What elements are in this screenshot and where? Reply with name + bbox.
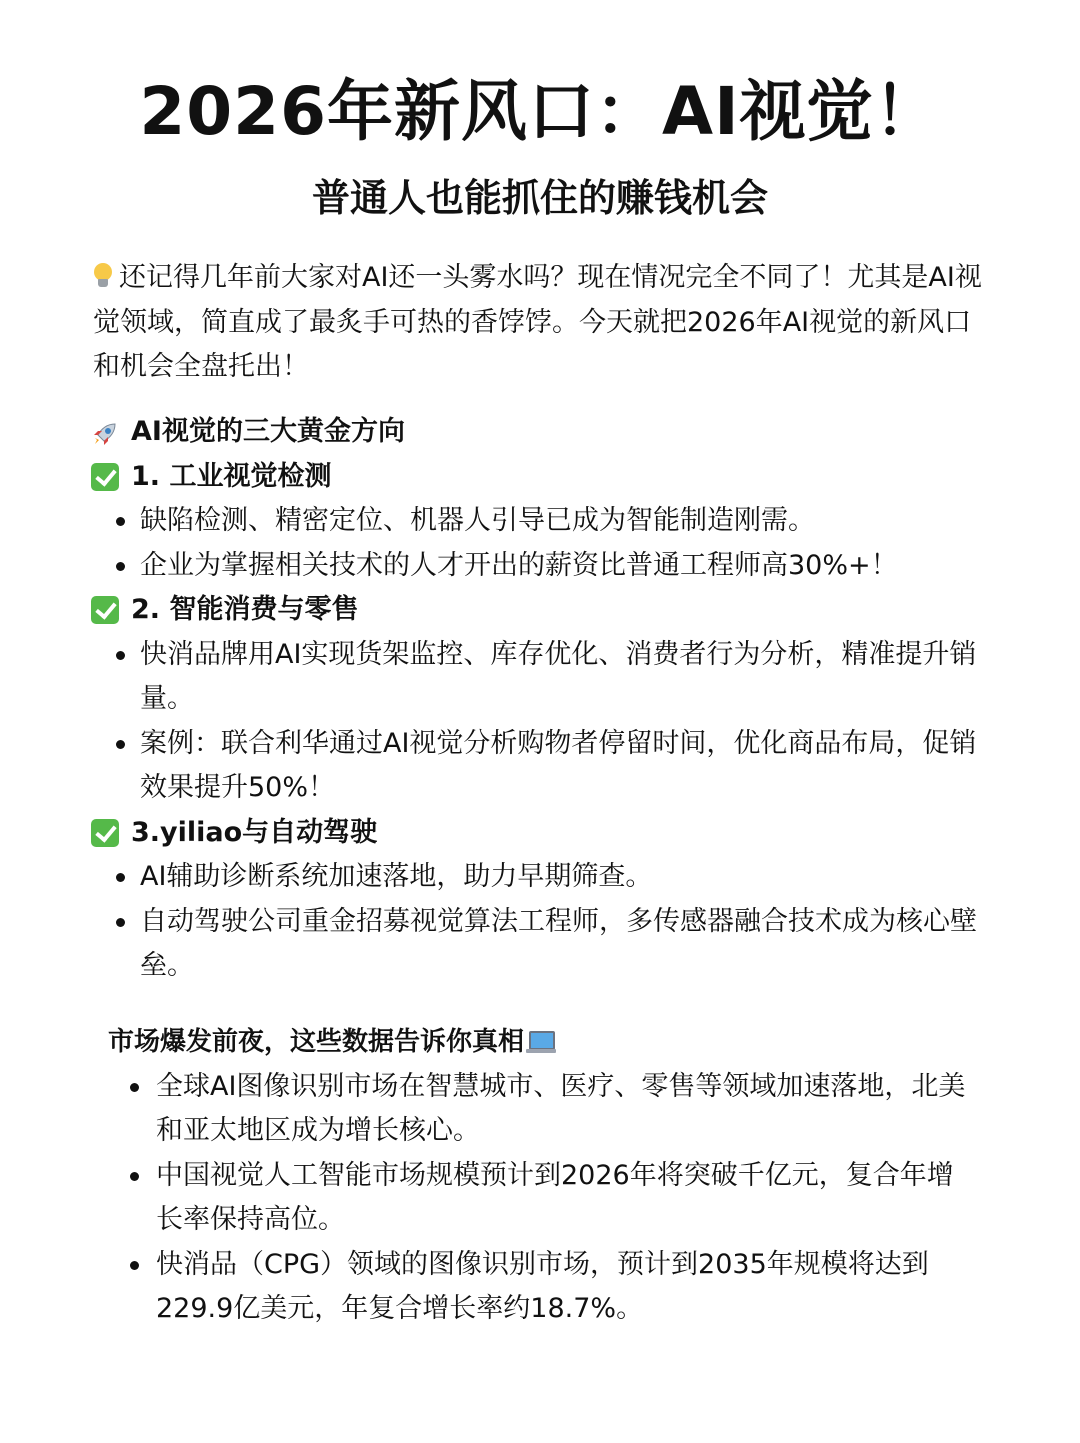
- medical-bullet-list: [91, 855, 991, 989]
- rocket-icon: [91, 418, 119, 446]
- directions-heading: [91, 410, 991, 455]
- market-heading-text: 市场爆发前夜，这些数据告诉你真相: [108, 1027, 525, 1057]
- section-heading-medical-autodrive: [91, 811, 991, 856]
- check-mark-icon: [91, 819, 119, 847]
- list-item: 自动驾驶公司重金招募视觉算法工程师，多传感器融合技术成为核心壁垒。: [91, 900, 991, 989]
- section-heading-text: 2. 智能消费与零售: [131, 594, 359, 625]
- list-item: AI辅助诊断系统加速落地，助力早期筛查。: [91, 855, 991, 900]
- check-mark-icon: [91, 463, 119, 491]
- list-item: 案例：联合利华通过AI视觉分析购物者停留时间，优化商品布局，促销效果提升50%！: [91, 722, 991, 811]
- list-item: 企业为掌握相关技术的人才开出的薪资比普通工程师高30%+！: [91, 544, 991, 589]
- industrial-bullet-list: [91, 499, 991, 588]
- laptop-icon: [526, 1030, 556, 1054]
- section-heading-text: 1. 工业视觉检测: [131, 460, 332, 492]
- market-section: [108, 1020, 978, 1332]
- intro-paragraph: [93, 256, 983, 390]
- section-heading-retail: [91, 588, 991, 633]
- list-item: 中国视觉人工智能市场规模预计到2026年将突破千亿元，复合年增长率保持高位。: [108, 1154, 978, 1243]
- section-heading-industrial: [91, 455, 991, 500]
- list-item: 快消品（CPG）领域的图像识别市场，预计到2035年规模将达到229.9亿美元，年复合增长率约18.7%。: [108, 1243, 978, 1332]
- section-heading-text: 3.yiliao与自动驾驶: [131, 816, 378, 848]
- list-item: 缺陷检测、精密定位、机器人引导已成为智能制造刚需。: [91, 499, 991, 544]
- market-heading: [108, 1020, 978, 1065]
- list-item: 快消品牌用AI实现货架监控、库存优化、消费者行为分析，精准提升销量。: [91, 633, 991, 722]
- lightbulb-icon: [93, 263, 113, 289]
- directions-heading-text: AI视觉的三大黄金方向: [131, 416, 405, 447]
- page-title: 2026年新风口：AI视觉！: [139, 73, 941, 150]
- market-bullet-list: [108, 1065, 978, 1332]
- intro-text: 还记得几年前大家对AI还一头雾水吗？现在情况完全不同了！尤其是AI视觉领域，简直成了最炙手可热的香饽饽。今天就把2026年AI视觉的新风口和机会全盘托出！: [93, 262, 982, 382]
- page-subtitle: 普通人也能抓住的赚钱机会: [311, 176, 768, 220]
- check-mark-icon: [91, 596, 119, 624]
- retail-bullet-list: [91, 633, 991, 811]
- directions-section: [91, 410, 991, 989]
- list-item: 全球AI图像识别市场在智慧城市、医疗、零售等领域加速落地，北美和亚太地区成为增长核心。: [108, 1065, 978, 1154]
